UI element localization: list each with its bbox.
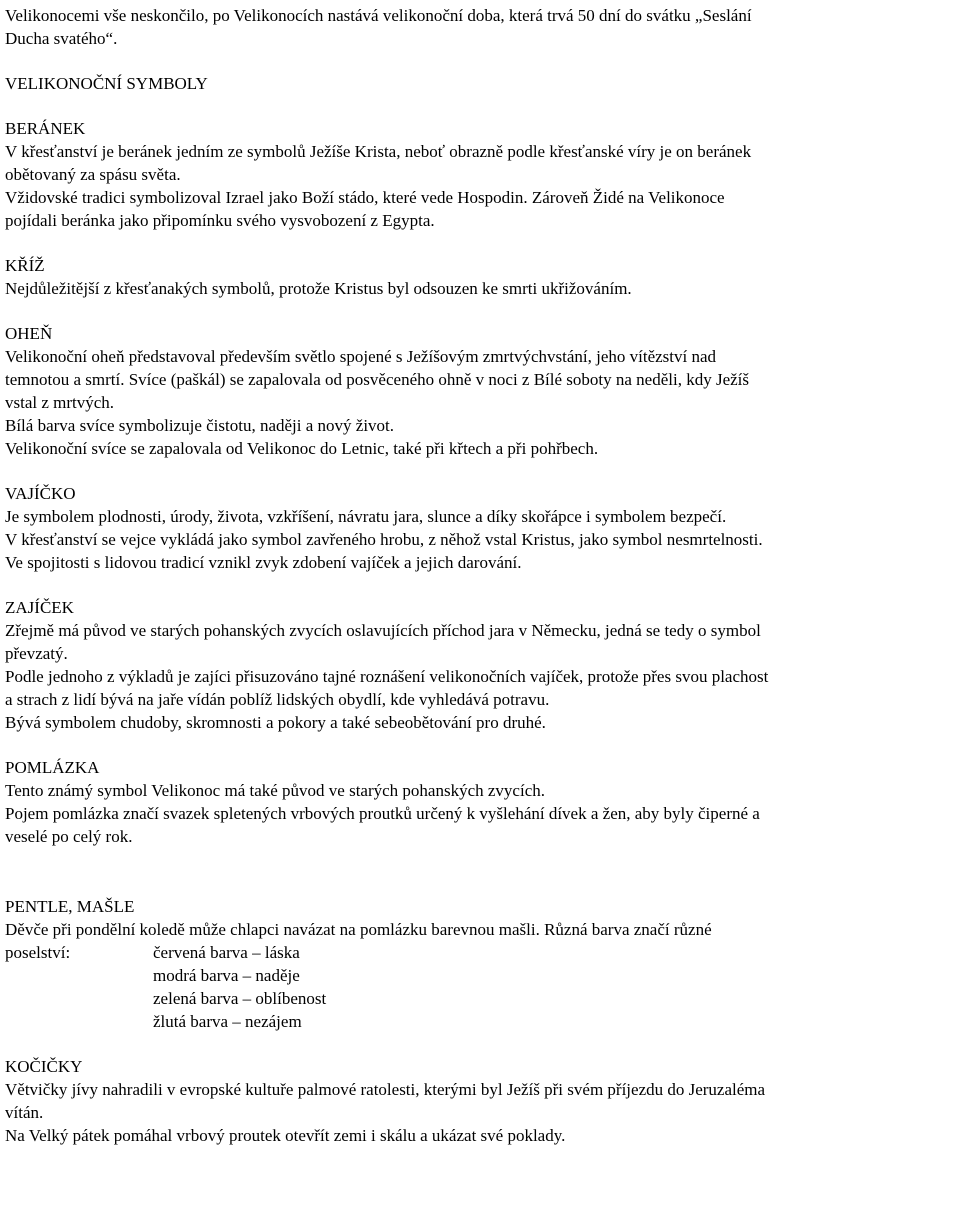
body-line: Ve spojitosti s lidovou tradicí vznikl zvyk zdobení vajíček a jejich darování. (5, 553, 522, 572)
section-pentle (5, 895, 957, 1033)
body-line: Podle jednoho z výkladů je zajíci přisuzováno tajné roznášení velikonočních vajíček, protože přes svou plachost (5, 667, 769, 686)
color-meaning: zelená barva – oblíbenost (153, 989, 327, 1008)
section-heading: KOČIČKY (5, 1057, 83, 1076)
body-line: Děvče při pondělní koledě může chlapci navázat na pomlázku barevnou mašli. Různá barva značí různé (5, 920, 712, 939)
body-line: Větvičky jívy nahradili v evropské kultuře palmové ratolesti, kterými byl Ježíš při svém příjezdu do Jeruzaléma (5, 1080, 766, 1099)
section-heading: KŘÍŽ (5, 256, 45, 275)
intro-line: Ducha svatého“. (5, 29, 118, 48)
color-row (5, 941, 957, 964)
body-line: Velikonoční svíce se zapalovala od Velikonoc do Letnic, také při křtech a při pohřbech. (5, 439, 599, 458)
section-heading: OHEŇ (5, 324, 53, 343)
body-line: Bílá barva svíce symbolizuje čistotu, naději a nový život. (5, 416, 395, 435)
body-line: Tento známý symbol Velikonoc má také původ ve starých pohanských zvycích. (5, 781, 545, 800)
section-heading: BERÁNEK (5, 119, 86, 138)
section-heading: ZAJÍČEK (5, 598, 74, 617)
intro-line: Velikonocemi vše neskončilo, po Velikonocích nastává velikonoční doba, která trvá 50 dní do svátku „Seslání (5, 6, 752, 25)
section-kriz (5, 254, 957, 300)
body-line: V křesťanství je beránek jedním ze symbolů Ježíše Krista, neboť obrazně podle křesťanské víry je on beránek (5, 142, 752, 161)
section-zajicek (5, 596, 957, 734)
body-line: Je symbolem plodnosti, úrody, života, vzkříšení, návratu jara, slunce a díky skořápce i symbolem bezpečí. (5, 507, 727, 526)
body-line: převzatý. (5, 644, 68, 663)
section-heading: VAJÍČKO (5, 484, 76, 503)
section-heading: PENTLE, MAŠLE (5, 897, 135, 916)
body-line: Bývá symbolem chudoby, skromnosti a pokory a také sebeobětování pro druhé. (5, 713, 546, 732)
section-beranek (5, 117, 957, 232)
body-line: obětovaný za spásu světa. (5, 165, 181, 184)
poselstvi-label: poselství: (5, 943, 71, 962)
color-row (5, 1010, 957, 1033)
color-meaning: červená barva – láska (153, 943, 300, 962)
body-line: veselé po celý rok. (5, 827, 133, 846)
body-line: pojídali beránka jako připomínku svého vysvobození z Egypta. (5, 211, 435, 230)
body-line: vítán. (5, 1103, 44, 1122)
body-line: Vžidovské tradici symbolizoval Izrael jako Boží stádo, které vede Hospodin. Zároveň Židé na Velikonoce (5, 188, 725, 207)
intro-paragraph (5, 4, 957, 50)
color-meaning: žlutá barva – nezájem (153, 1012, 302, 1031)
body-line: V křesťanství se vejce vykládá jako symbol zavřeného hrobu, z něhož vstal Kristus, jako symbol nesmrtelnosti. (5, 530, 763, 549)
body-line: Na Velký pátek pomáhal vrbový proutek otevřít zemi i skálu a ukázat své poklady. (5, 1126, 566, 1145)
body-line: Pojem pomlázka značí svazek spletených vrbových proutků určený k vyšlehání dívek a žen, aby byly čiperné a (5, 804, 760, 823)
body-line: temnotou a smrtí. Svíce (paškál) se zapalovala od posvěceného ohně v noci z Bílé soboty na neděli, kdy Ježíš (5, 370, 750, 389)
color-row (5, 964, 957, 987)
color-row (5, 987, 957, 1010)
section-pomlazka (5, 756, 957, 848)
body-line: vstal z mrtvých. (5, 393, 115, 412)
section-vajicko (5, 482, 957, 574)
document-title: VELIKONOČNÍ SYMBOLY (5, 74, 208, 93)
body-line: a strach z lidí bývá na jaře vídán poblíž lidských obydlí, kde vyhledává potravu. (5, 690, 550, 709)
body-line: Nejdůležitější z křesťanakých symbolů, protože Kristus byl odsouzen ke smrti ukřižováním. (5, 279, 632, 298)
section-kocicky (5, 1055, 957, 1147)
body-line: Velikonoční oheň představoval především světlo spojené s Ježíšovým zmrtvýchvstání, jeho vítězství nad (5, 347, 717, 366)
color-meaning: modrá barva – naděje (153, 966, 300, 985)
body-line: Zřejmě má původ ve starých pohanských zvycích oslavujících příchod jara v Německu, jedná se tedy o symbol (5, 621, 761, 640)
document-page (5, 4, 957, 1147)
section-heading: POMLÁZKA (5, 758, 100, 777)
section-ohen (5, 322, 957, 460)
